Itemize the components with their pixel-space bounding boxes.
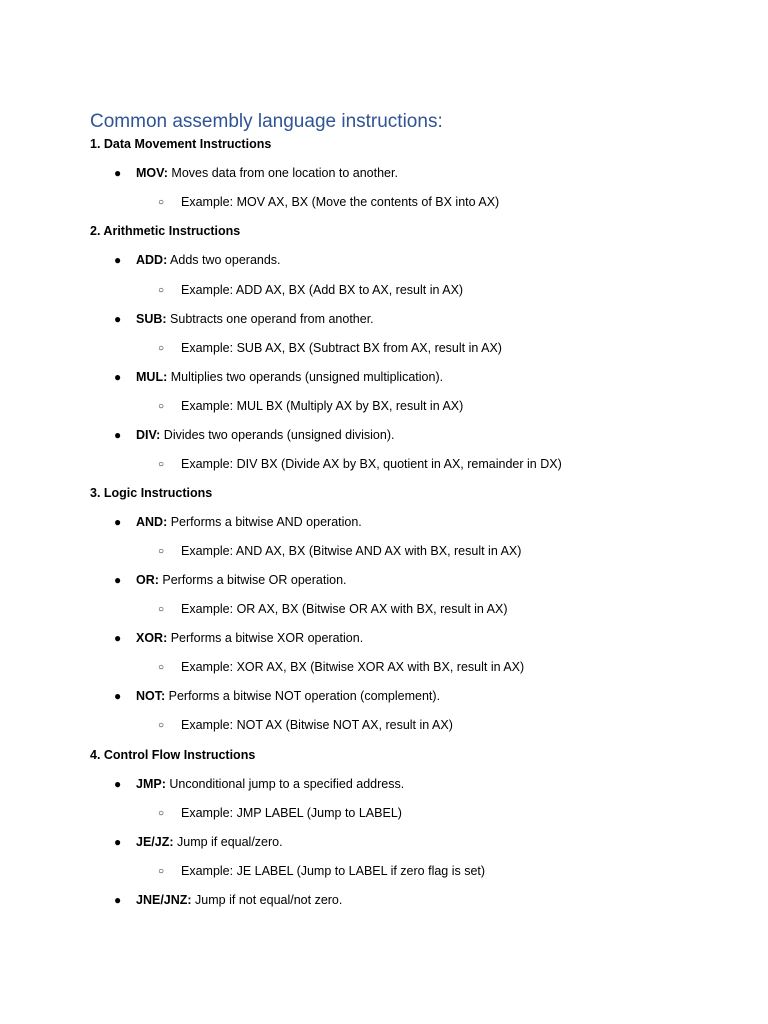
- hollow-bullet-icon: ○: [158, 343, 165, 354]
- instruction-term: ADD:: [136, 253, 168, 267]
- hollow-bullet-icon: ○: [158, 866, 165, 877]
- bullet-icon: ●: [114, 428, 122, 442]
- example-text: Example: XOR AX, BX (Bitwise XOR AX with BX, result in AX): [181, 660, 525, 674]
- instruction-term: XOR:: [136, 631, 168, 645]
- list-item-je-jz: [114, 833, 283, 851]
- example-text: Example: DIV BX (Divide AX by BX, quotient in AX, remainder in DX): [181, 457, 562, 471]
- example-mul: [158, 397, 464, 415]
- example-text: Example: MOV AX, BX (Move the contents of BX into AX): [181, 195, 500, 209]
- example-and: [158, 542, 522, 560]
- bullet-icon: ●: [114, 893, 122, 907]
- bullet-icon: ●: [114, 631, 122, 645]
- example-jmp: [158, 804, 402, 822]
- example-mov: [158, 193, 500, 211]
- example-text: Example: SUB AX, BX (Subtract BX from AX, result in AX): [181, 341, 502, 355]
- instruction-term: MOV:: [136, 166, 168, 180]
- instruction-description: Performs a bitwise OR operation.: [158, 573, 347, 587]
- bullet-icon: ●: [114, 777, 122, 791]
- instruction-term: AND:: [136, 515, 168, 529]
- list-item-add: [114, 251, 281, 269]
- instruction-description: Moves data from one location to another.: [167, 166, 398, 180]
- bullet-icon: ●: [114, 515, 122, 529]
- example-xor: [158, 658, 525, 676]
- example-text: Example: JMP LABEL (Jump to LABEL): [181, 806, 402, 820]
- bullet-icon: ●: [114, 689, 122, 703]
- bullet-icon: ●: [114, 166, 122, 180]
- example-not: [158, 716, 453, 734]
- instruction-description: Divides two operands (unsigned division).: [160, 428, 395, 442]
- instruction-term: JE/JZ:: [136, 835, 174, 849]
- instruction-description: Performs a bitwise NOT operation (complement).: [165, 689, 441, 703]
- section-heading-data-movement: 1. Data Movement Instructions: [90, 137, 272, 151]
- bullet-icon: ●: [114, 573, 122, 587]
- example-add: [158, 281, 464, 299]
- instruction-term: SUB:: [136, 312, 167, 326]
- section-heading-logic: 3. Logic Instructions: [90, 486, 213, 500]
- list-item-mov: [114, 164, 398, 182]
- list-item-jne-jnz: [114, 891, 343, 909]
- instruction-term: OR:: [136, 573, 159, 587]
- bullet-icon: ●: [114, 312, 122, 326]
- instruction-description: Subtracts one operand from another.: [166, 312, 374, 326]
- list-item-mul: [114, 368, 444, 386]
- list-item-sub: [114, 310, 374, 328]
- instruction-description: Performs a bitwise XOR operation.: [167, 631, 364, 645]
- bullet-icon: ●: [114, 253, 122, 267]
- bullet-icon: ●: [114, 370, 122, 384]
- hollow-bullet-icon: ○: [158, 604, 165, 615]
- list-item-or: [114, 571, 347, 589]
- instruction-description: Unconditional jump to a specified address.: [165, 777, 405, 791]
- hollow-bullet-icon: ○: [158, 459, 165, 470]
- list-item-not: [114, 687, 441, 705]
- example-text: Example: JE LABEL (Jump to LABEL if zero flag is set): [181, 864, 486, 878]
- example-je-jz: [158, 862, 486, 880]
- hollow-bullet-icon: ○: [158, 662, 165, 673]
- example-text: Example: MUL BX (Multiply AX by BX, result in AX): [181, 399, 464, 413]
- instruction-description: Performs a bitwise AND operation.: [167, 515, 362, 529]
- hollow-bullet-icon: ○: [158, 401, 165, 412]
- section-heading-control-flow: 4. Control Flow Instructions: [90, 748, 256, 762]
- example-text: Example: NOT AX (Bitwise NOT AX, result in AX): [181, 718, 453, 732]
- hollow-bullet-icon: ○: [158, 285, 165, 296]
- instruction-description: Adds two operands.: [167, 253, 281, 267]
- instruction-description: Jump if not equal/not zero.: [191, 893, 343, 907]
- bullet-icon: ●: [114, 835, 122, 849]
- hollow-bullet-icon: ○: [158, 546, 165, 557]
- example-or: [158, 600, 508, 618]
- instruction-description: Jump if equal/zero.: [173, 835, 283, 849]
- example-text: Example: AND AX, BX (Bitwise AND AX with BX, result in AX): [181, 544, 522, 558]
- list-item-jmp: [114, 775, 405, 793]
- instruction-term: JMP:: [136, 777, 166, 791]
- instruction-term: JNE/JNZ:: [136, 893, 192, 907]
- example-text: Example: OR AX, BX (Bitwise OR AX with BX, result in AX): [181, 602, 508, 616]
- example-sub: [158, 339, 502, 357]
- example-text: Example: ADD AX, BX (Add BX to AX, result in AX): [181, 283, 464, 297]
- example-div: [158, 455, 562, 473]
- hollow-bullet-icon: ○: [158, 808, 165, 819]
- instruction-term: NOT:: [136, 689, 166, 703]
- hollow-bullet-icon: ○: [158, 720, 165, 731]
- instruction-term: DIV:: [136, 428, 161, 442]
- list-item-and: [114, 513, 362, 531]
- list-item-div: [114, 426, 395, 444]
- list-item-xor: [114, 629, 364, 647]
- instruction-description: Multiplies two operands (unsigned multiplication).: [167, 370, 444, 384]
- hollow-bullet-icon: ○: [158, 197, 165, 208]
- section-heading-arithmetic: 2. Arithmetic Instructions: [90, 224, 241, 238]
- instruction-term: MUL:: [136, 370, 168, 384]
- document-title: Common assembly language instructions:: [90, 111, 443, 132]
